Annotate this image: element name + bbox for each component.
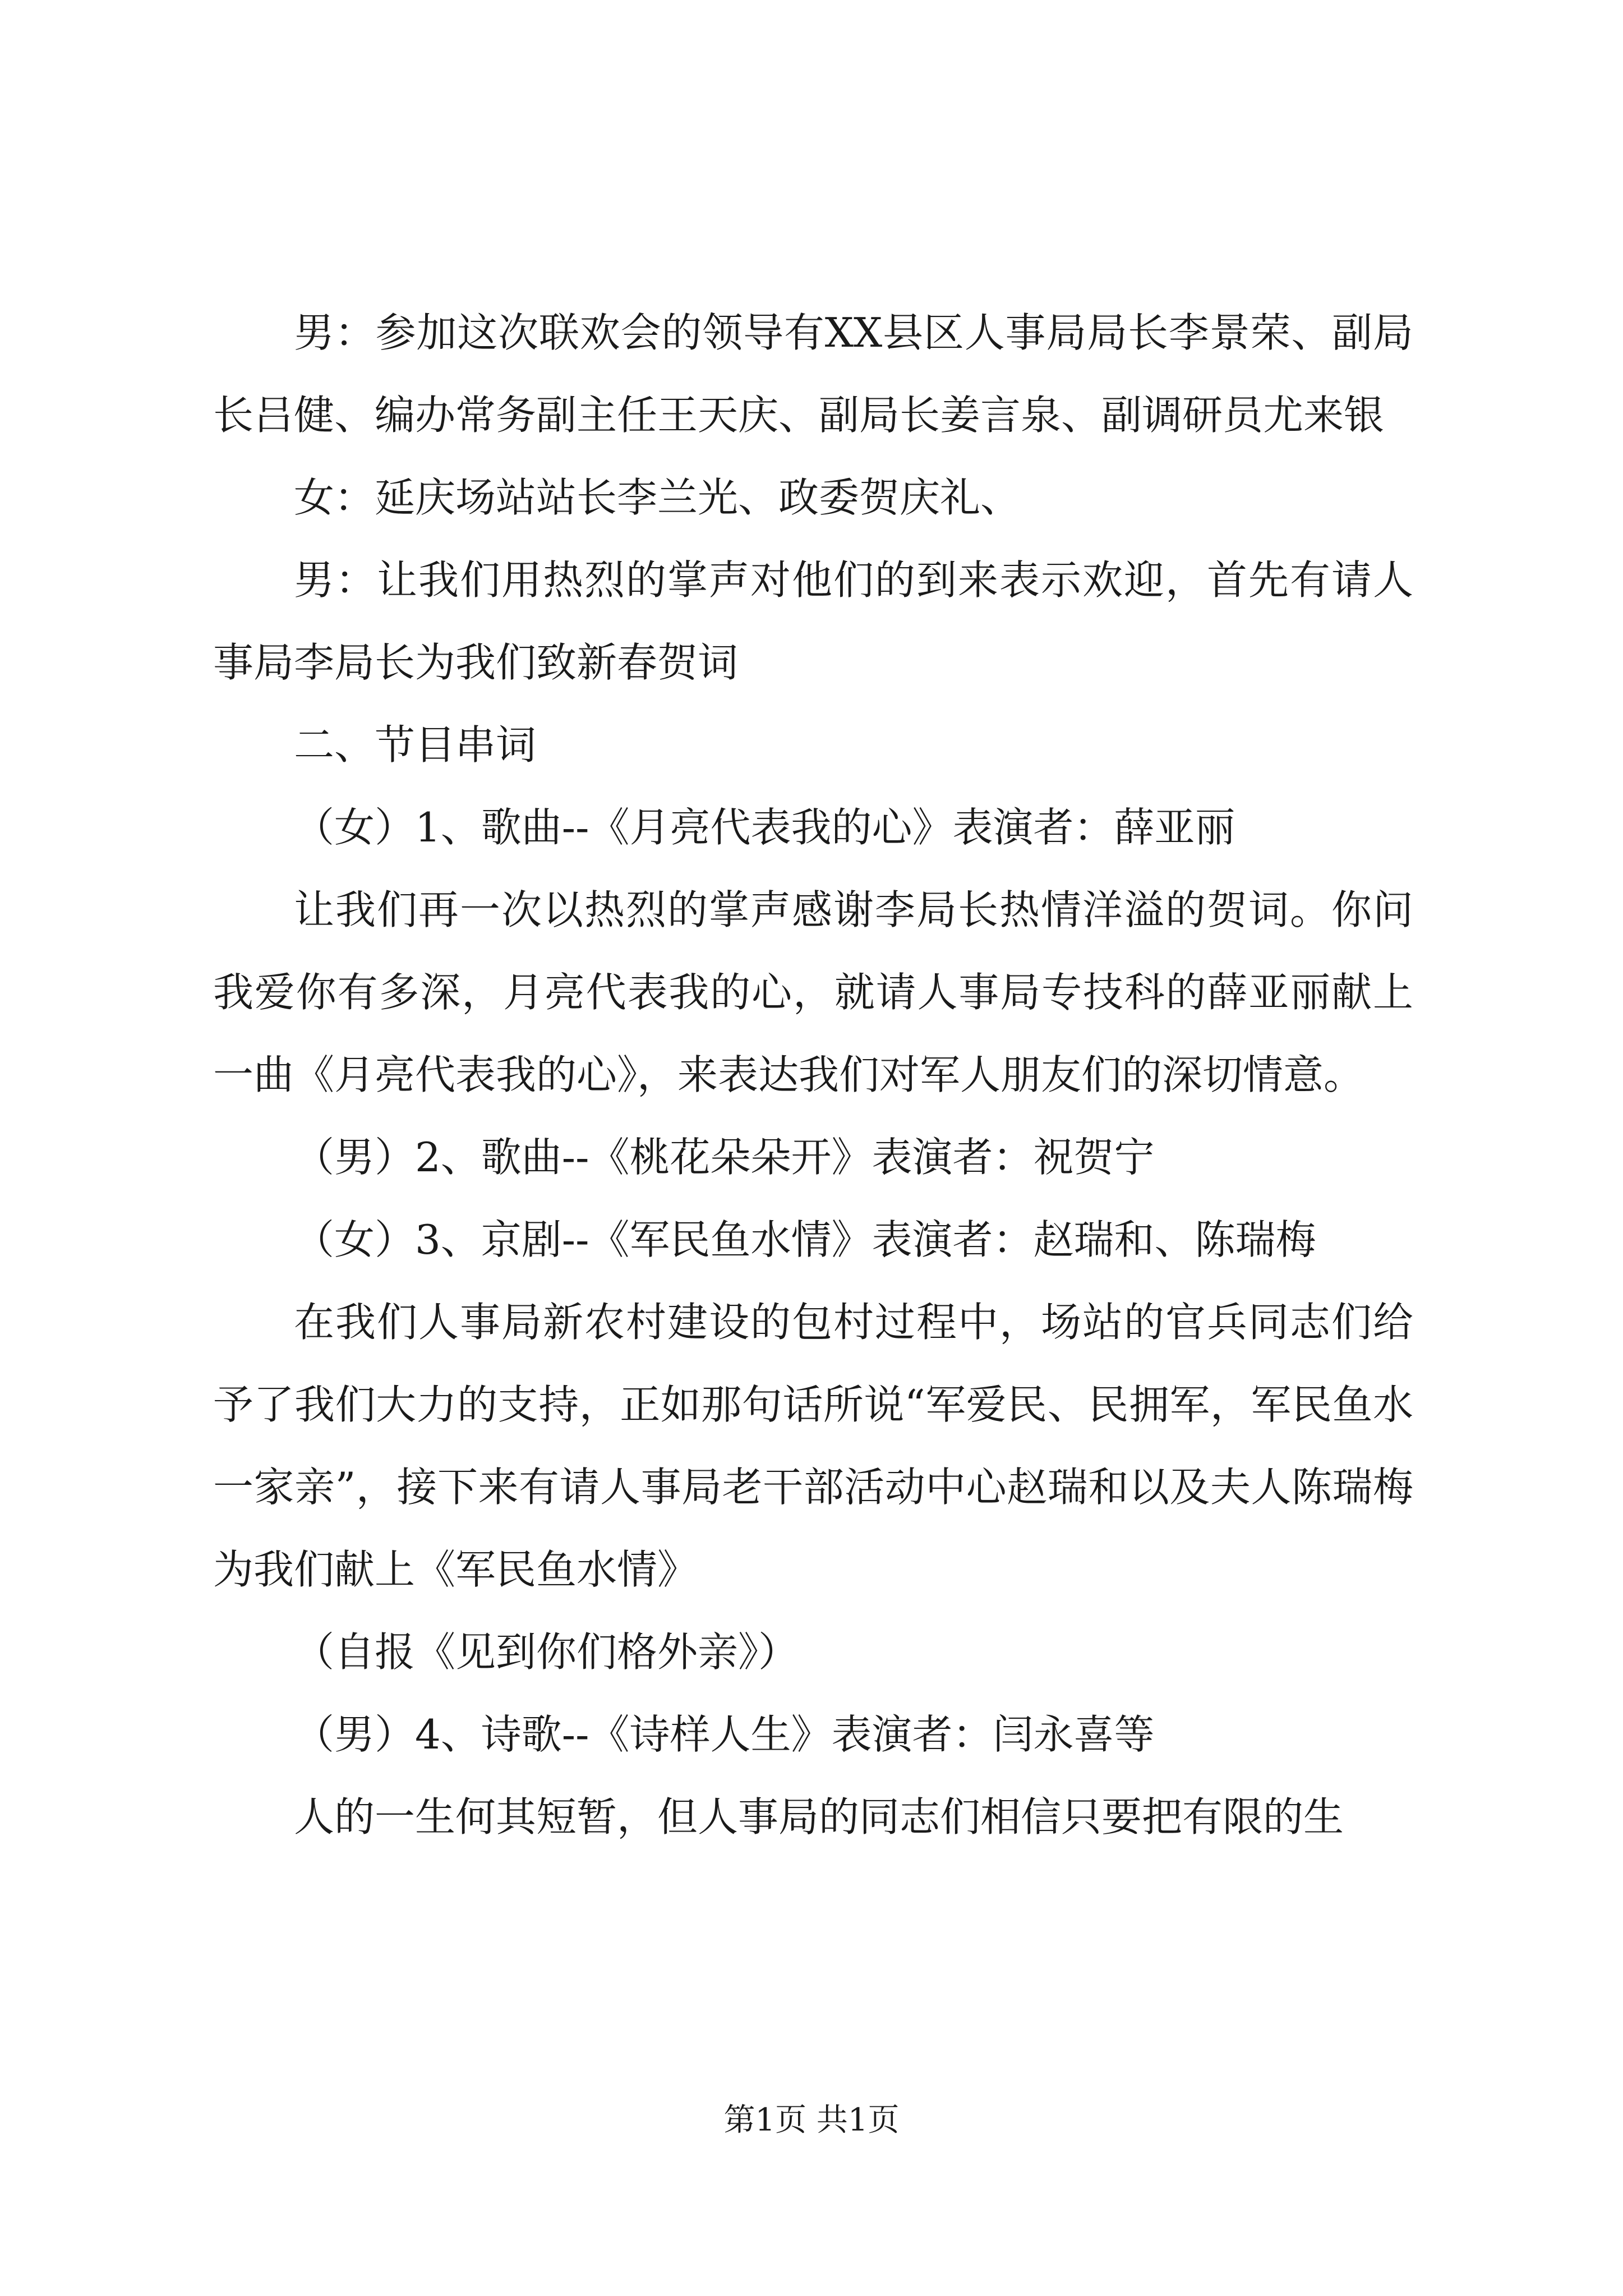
paragraph-3: 男：让我们用热烈的掌声对他们的到来表示欢迎，首先有请人事局李局长为我们致新春贺词 — [213, 556, 1413, 686]
program-item-3: （女）3、京剧--《军民鱼水情》表演者：赵瑞和、陈瑞梅 — [294, 1216, 1316, 1263]
page-footer: 第1页 共1页 — [723, 2102, 900, 2138]
paragraph-12: 人的一生何其短暂，但人事局的同志们相信只要把有限的生 — [294, 1793, 1344, 1841]
paragraph-2: 女：延庆场站站长李兰光、政委贺庆礼、 — [294, 474, 1021, 521]
program-item-2: （男）2、歌曲--《桃花朵朵开》表演者：祝贺宁 — [294, 1134, 1155, 1181]
paragraph-6: 让我们再一次以热烈的掌声感谢李局长热情洋溢的贺词。你问我爱你有多深，月亮代表我的心，就请人事局专技科的薛亚丽献上一曲《月亮代表我的心》，来表达我们对军人朋友们的深切情意。 — [213, 886, 1413, 1098]
program-item-4: （男）4、诗歌--《诗样人生》表演者：闫永喜等 — [294, 1711, 1155, 1758]
paragraph-10: （自报《见到你们格外亲》） — [294, 1628, 799, 1676]
paragraph-1: 男：参加这次联欢会的领导有XX县区人事局局长李景荣、副局长吕健、编办常务副主任王天庆、副局长姜言泉、副调研员尤来银 — [213, 309, 1413, 439]
section-heading: 二、节目串词 — [294, 721, 537, 769]
paragraph-9: 在我们人事局新农村建设的包村过程中，场站的官兵同志们给予了我们大力的支持，正如那句话所说“军爱民、民拥军，军民鱼水一家亲”，接下来有请人事局老干部活动中心赵瑞和以及夫人陈瑞梅为我们献上《军民鱼水情》 — [213, 1299, 1413, 1593]
document-body — [213, 292, 1413, 1858]
program-item-1: （女）1、歌曲--《月亮代表我的心》表演者：薛亚丽 — [294, 804, 1235, 851]
